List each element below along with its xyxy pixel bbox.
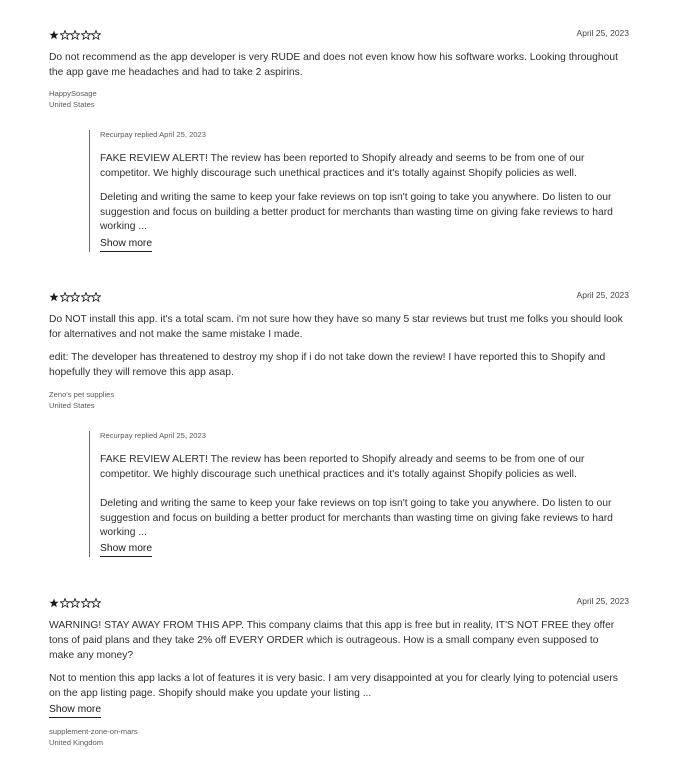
review-date: April 25, 2023 <box>576 290 629 300</box>
reviewer-name: supplement-zone-on-mars <box>49 727 138 736</box>
reply-body: Deleting and writing the same to keep your fake reviews on top isn't going to take you anywhere. Do listen to our suggestion and focus on building a better product for merchants than wasting time on giving fake reviews to hard working ... <box>100 498 613 539</box>
star-empty-icon <box>81 30 91 40</box>
developer-reply <box>89 130 640 252</box>
reply-body: FAKE REVIEW ALERT! The review has been reported to Shopify already and seems to be from one of our competitor. We highly discourage such unethical practices and it's totally against Shopify policies as well. <box>100 454 585 480</box>
star-filled-icon <box>49 598 59 608</box>
show-more-link[interactable]: Show more <box>100 238 152 252</box>
reviewer-location: United States <box>49 100 95 109</box>
star-rating <box>49 30 102 40</box>
reply-body: Deleting and writing the same to keep your fake reviews on top isn't going to take you anywhere. Do listen to our suggestion and focus on building a better product for merchants than wasting time on giving fake reviews to hard working ... <box>100 192 613 233</box>
star-empty-icon <box>91 292 101 302</box>
show-more-link[interactable]: Show more <box>100 543 152 557</box>
show-more-link[interactable]: Show more <box>49 704 101 718</box>
reviewer-name: HappySosage <box>49 89 97 98</box>
review-body: WARNING! STAY AWAY FROM THIS APP. This company claims that this app is free but in reality, IT'S NOT FREE they offer tons of paid plans and they take 2% off EVERY ORDER which is outrageous. How is a small company even supposed to make any money? <box>49 620 615 661</box>
star-empty-icon <box>70 30 80 40</box>
reviewer-location: United States <box>49 401 95 410</box>
review-body: edit: The developer has threatened to destroy my shop if i do not take down the review! I have reported this to Shopify and hopefully they will remove this app asap. <box>49 352 606 378</box>
star-empty-icon <box>91 30 101 40</box>
star-empty-icon <box>81 598 91 608</box>
star-empty-icon <box>91 598 101 608</box>
star-empty-icon <box>60 292 70 302</box>
star-empty-icon <box>81 292 91 302</box>
reply-header: Recurpay replied April 25, 2023 <box>100 130 206 139</box>
reviewer-location: United Kingdom <box>49 738 104 747</box>
star-empty-icon <box>60 30 70 40</box>
reply-header: Recurpay replied April 25, 2023 <box>100 431 206 440</box>
review-body: Do not recommend as the app developer is very RUDE and does not even know how his software works. Looking throughout the app gave me headaches and had to take 2 aspirins. <box>49 52 618 78</box>
star-filled-icon <box>49 30 59 40</box>
reply-body: FAKE REVIEW ALERT! The review has been reported to Shopify already and seems to be from one of our competitor. We highly discourage such unethical practices and it's totally against Shopify policies as well. <box>100 153 585 179</box>
star-empty-icon <box>70 598 80 608</box>
review-date: April 25, 2023 <box>576 596 629 606</box>
star-rating <box>49 292 102 302</box>
star-empty-icon <box>60 598 70 608</box>
review-body: Do NOT install this app. it's a total scam. i'm not sure how they have so many 5 star reviews but trust me folks you should look for alternatives and not make the same mistake I made. <box>49 314 623 340</box>
review-date: April 25, 2023 <box>576 28 629 38</box>
star-empty-icon <box>70 292 80 302</box>
developer-reply <box>89 431 640 557</box>
star-rating <box>49 598 102 608</box>
star-filled-icon <box>49 292 59 302</box>
review-body: Not to mention this app lacks a lot of features it is very basic. I am very disappointed at you for clearly lying to potencial users on the app listing page. Shopify should make you update your listing ... <box>49 673 618 699</box>
reviewer-name: Zeno's pet supplies <box>49 390 115 399</box>
